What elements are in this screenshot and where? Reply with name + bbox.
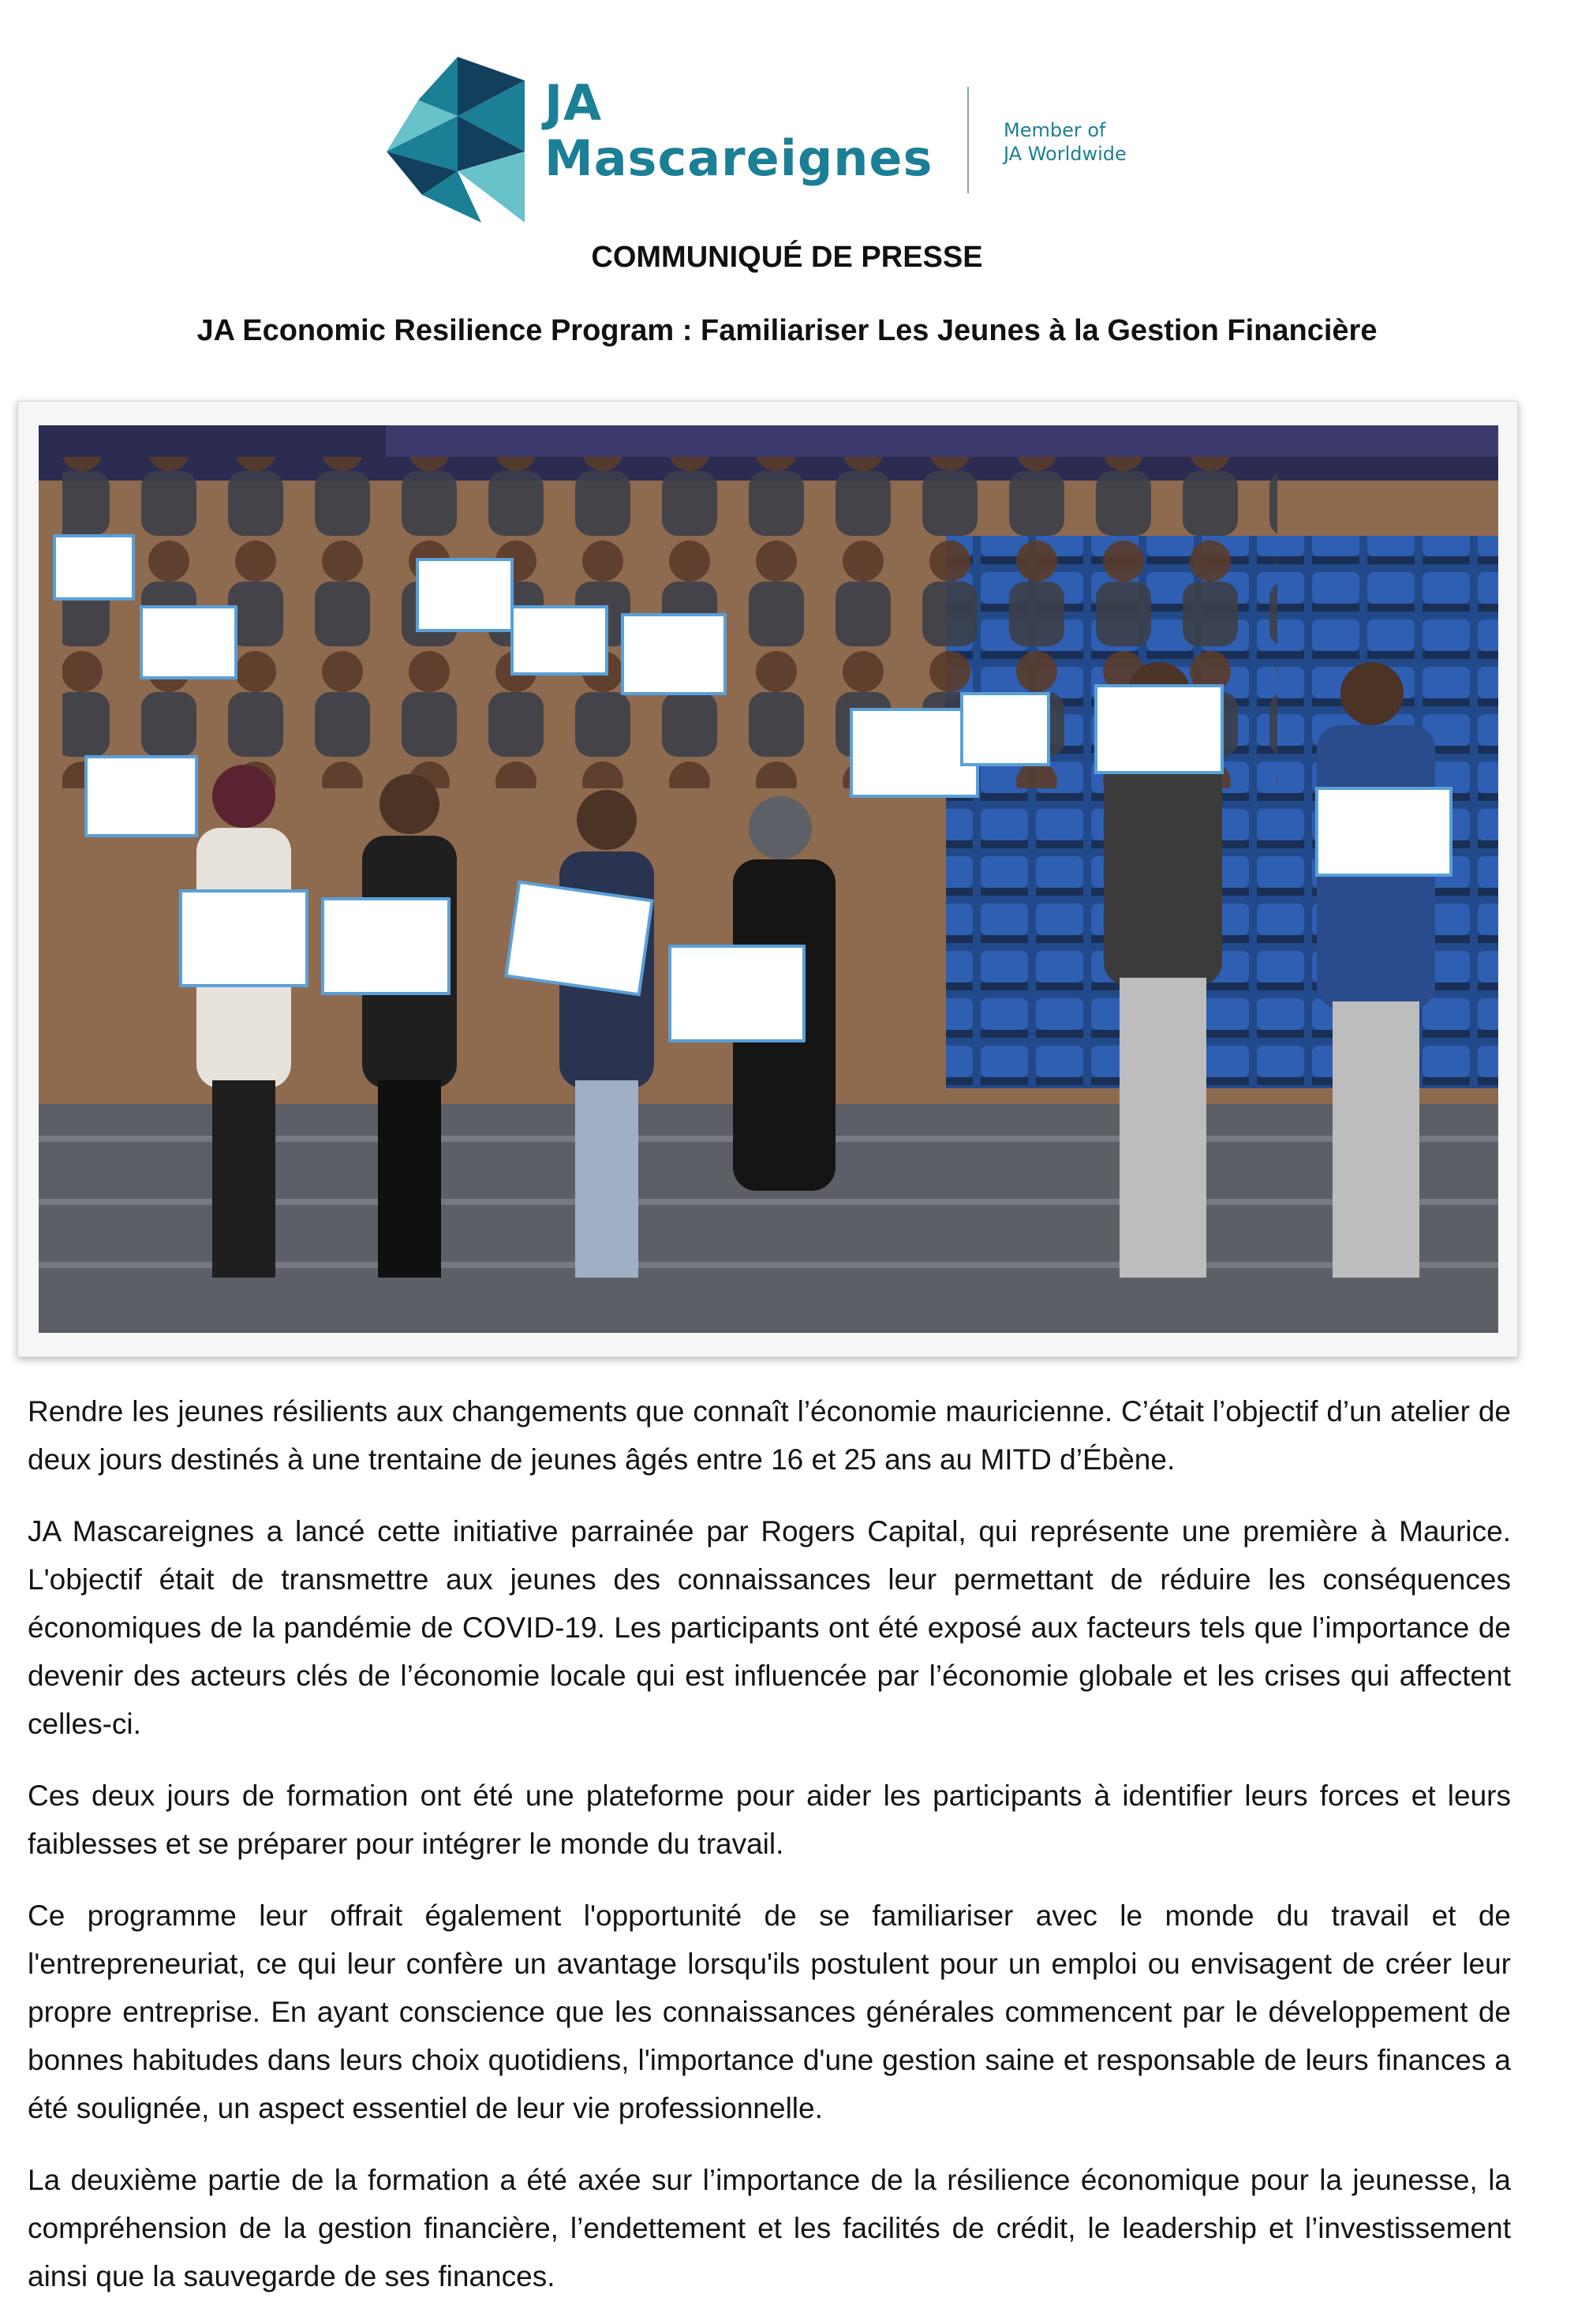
paragraph-2: JA Mascareignes a lancé cette initiative parrainée par Rogers Capital, qui représente une première à Maurice. L'objectif était de transmettre aux jeunes des connaissances leur permettant de réduire les conséquences économiques de la pandémie de COVID-19. Les participants ont été exposé aux facteurs tels que l’importance de devenir des acteurs clés de l’économie locale qui est influencée par l’économie globale et les crises qui affectent celles-ci. <box>28 1515 1511 1740</box>
press-release-label: COMMUNIQUÉ DE PRESSE <box>591 241 983 274</box>
logo-line-ja: JA <box>544 74 603 132</box>
article-body <box>28 1387 1511 2324</box>
logo-divider <box>967 87 969 193</box>
brand-logotype <box>544 74 933 187</box>
member-of-ja-worldwide <box>1004 118 1127 166</box>
paragraph-3: Ces deux jours de formation ont été une plateforme pour aider les participants à identifier leurs forces et leurs faiblesses et se préparer pour intégrer le monde du travail. <box>28 1779 1511 1860</box>
page-header <box>0 24 1574 205</box>
article-headline: JA Economic Resilience Program : Familiariser Les Jeunes à la Gestion Financière <box>196 314 1378 347</box>
group-photo-frame <box>17 401 1518 1357</box>
paragraph-5: La deuxième partie de la formation a été axée sur l’importance de la résilience économique pour la jeunesse, la compréhension de la gestion financière, l’endettement et les facilités de crédit, le leadership et l’investissement ainsi que la sauvegarde de ses finances. <box>28 2164 1511 2292</box>
group-photo <box>39 425 1498 1333</box>
paragraph-4: Ce programme leur offrait également l'opportunité de se familiariser avec le monde du travail et de l'entrepreneuriat, ce qui leur confère un avantage lorsqu'ils postulent pour un emploi ou envisagent de créer leur propre entreprise. En ayant conscience que les connaissances générales commencent par le développement de bonnes habitudes dans leurs choix quotidiens, l'importance d'une gestion saine et responsable de leurs finances a été soulignée, un aspect essentiel de leur vie professionnelle. <box>28 1899 1511 2124</box>
group-photo-illustration <box>39 425 1498 1333</box>
ja-logo-icon <box>387 57 529 223</box>
paragraph-1: Rendre les jeunes résilients aux changements que connaît l’économie mauricienne. C’était l’objectif d’un atelier de deux jours destinés à une trentaine de jeunes âgés entre 16 et 25 ans au MITD d’Ébène. <box>28 1395 1511 1476</box>
logo-line-mascareignes: Mascareignes <box>544 129 933 187</box>
member-line-1: Member of <box>1004 119 1106 141</box>
member-line-2: JA Worldwide <box>1004 143 1127 165</box>
